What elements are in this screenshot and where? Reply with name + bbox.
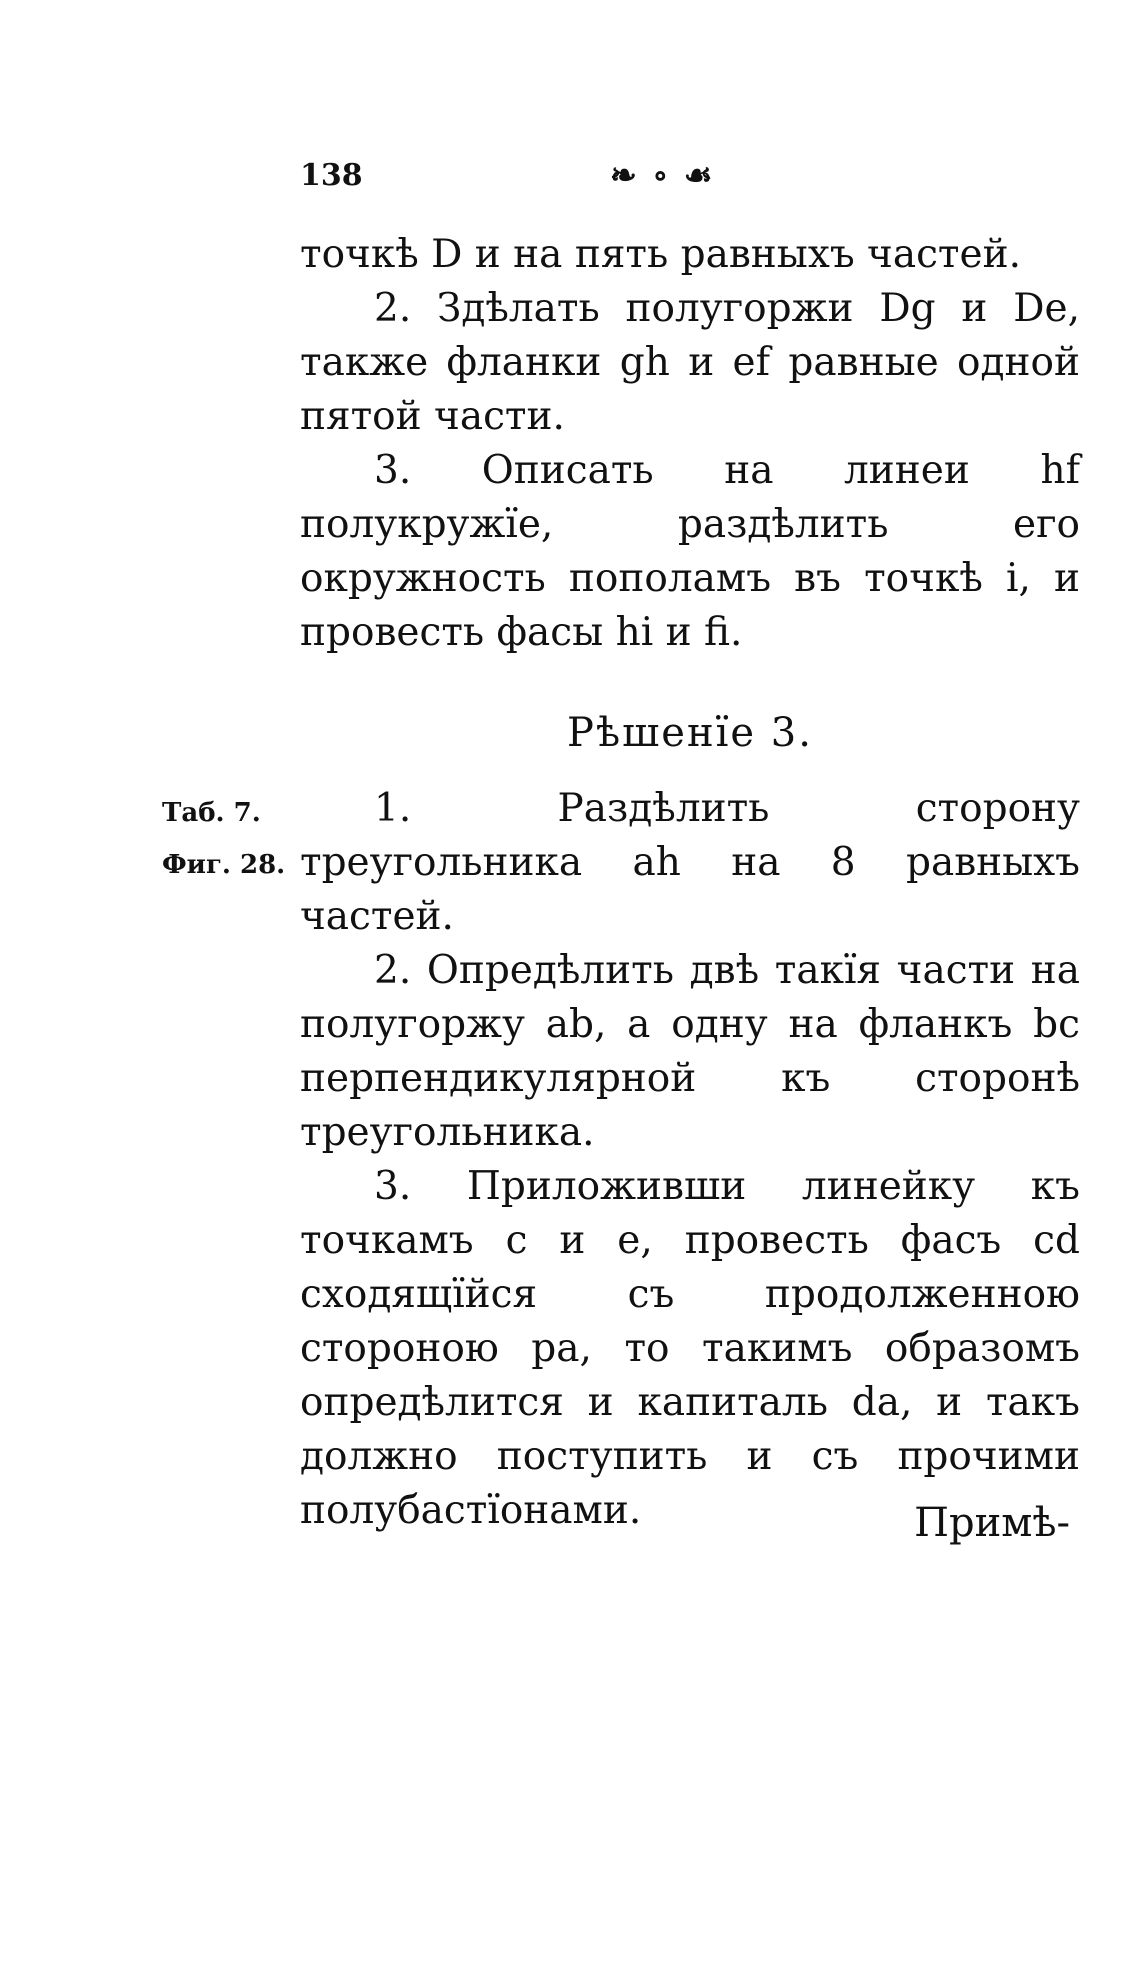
margin-note-figure: Фиг. 28. [162,850,286,880]
margin-note-table: Таб. 7. [162,798,261,828]
paragraph-continuation: точкѣ D и на пять равныхъ частей. [300,232,1021,277]
text-block-top [300,228,1080,660]
paragraph-solution-step-2: 2. Опредѣлить двѣ такїя части на полугоржу ab, а одну на фланкъ bc перпендикулярной къ сторонѣ треугольника. [300,948,1080,1155]
catchword: Примѣ- [914,1500,1070,1546]
header-ornament-icon: ❧ ∘ ☙ [610,156,715,194]
paragraph-step-3: 3. Описать на линеи hf полукружїе, раздѣлить его окружность пополамъ въ точкѣ i, и провесть фасы hi и fi. [300,448,1080,655]
paragraph-step-2: 2. Здѣлать полугоржи Dg и De, также фланки gh и ef равные одной пятой части. [300,286,1080,439]
paragraph-solution-step-3: 3. Приложивши линейку къ точкамъ c и e, провесть фасъ cd сходящїйся съ продолженною стороною pa, то такимъ образомъ опредѣлится и капиталь da, и такъ должно поступить и съ прочими полубастїонами. [300,1164,1080,1533]
section-title: Рѣшенїе 3. [567,710,813,756]
page-number: 138 [300,158,363,193]
paragraph-solution-step-1: 1. Раздѣлить сторону треугольника ah на 8 равныхъ частей. [300,786,1080,939]
text-block-bottom [300,782,1080,1538]
page-header [300,150,1080,210]
